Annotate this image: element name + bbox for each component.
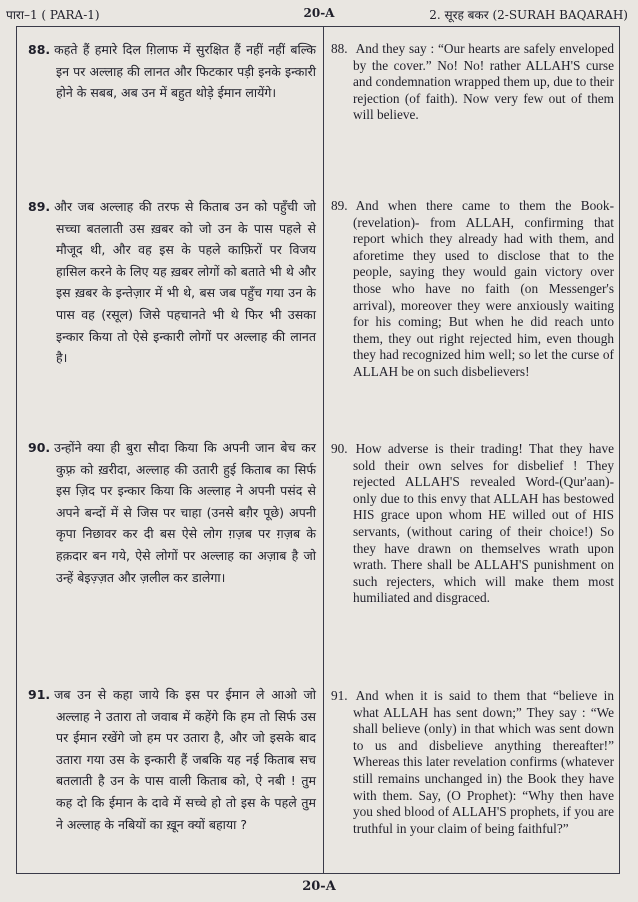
page-number-top: 20-A [303, 6, 335, 20]
surah-label: 2. सूरह बकर (2-SURAH BAQARAH) [429, 8, 628, 22]
verse-text: And when there came to them the Book-(revelation)- from ALLAH, confirming that report which they already had with them, and aforetime they used to disclose that to the people, saying they would gain victory over those who have no faith (on Messenger's arrival), moreover they were anxiously waiting for his coming; But when he did reach unto them, they out right rejected him, even though they had recognized him well; so let the curse of ALLAH be on such disbelievers! [353, 198, 614, 379]
verse-90-hindi [28, 437, 316, 588]
verse-88-hindi [28, 39, 316, 104]
verse-number: 89. [28, 199, 51, 214]
verse-number: 89. [331, 198, 348, 213]
para-label: पारा–1 ( PARA-1) [6, 8, 100, 22]
column-divider [323, 26, 324, 874]
verse-text: जब उन से कहा जाये कि इस पर ईमान ले आओ जो अल्लाह ने उतारा तो जवाब में कहेंगे कि हम तो सिर्फ उस पर ईमान रखेंगे जो हम पर उतारा है, और जो इसके बाद उतारा गया उस के इन्कारी हैं जबकि यह नई किताब सच बतलाती है उन के पास वाली किताब को, ऐ नबी ! तुम कह दो कि ईमान के दावे में सच्चे हो तो इस के पहले तुम ने अल्लाह के नबियों का ख़ून क्यों बहाया ? [54, 687, 316, 832]
verse-89-hindi [28, 196, 316, 369]
verse-number: 88. [28, 42, 51, 57]
verse-90-english [331, 441, 614, 607]
verse-number: 91. [28, 687, 51, 702]
verse-number: 88. [331, 41, 348, 56]
verse-number: 91. [331, 688, 348, 703]
verse-88-english [331, 41, 614, 124]
verse-number: 90. [28, 440, 51, 455]
verse-text: और जब अल्लाह की तरफ से किताब उन को पहुँची जो सच्चा बतलाती उस ख़बर को जो उन के पास पहले से मौजूद थी, और वह इस के पहले काफ़िरों पर विजय हासिल करने के लिए यह ख़बर लोगों को बताते भी थे और इस ख़बर के इन्तेज़ार में भी थे, बस जब पहुँच गया उन के पास वह (रसूल) जिसे पहचानते भी थे फिर भी उसका इन्कार किया तो ऐसे इन्कारी लोगों पर अल्लाह की लानत है। [54, 199, 316, 366]
verse-text: How adverse is their trading! That they have sold their own selves for disbelief ! They rejected ALLAH'S revealed Word-(Qur'aan)-only due to this envy that ALLAH has bestowed HIS grace upon whom HE willed out of HIS servants, (without caring of their choice!) So they have drawn on themselves wrath upon wrath. There shall be ALLAH'S punishment on such rejecters, which will make them most humiliated and disgraced. [353, 441, 614, 606]
verse-text: कहते हैं हमारे दिल ग़िलाफ में सुरक्षित हैं नहीं नहीं बल्कि इन पर अल्लाह की लानत और फिटकार पड़ी इनके इन्कारी होने के सबब, अब उन में बहुत थोड़े ईमान लायेंगे। [54, 42, 316, 101]
verse-91-english [331, 688, 614, 837]
verse-text: And when it is said to them that “believe in what ALLAH has sent down;” They say : “We shall believe (only) in that which was sent down to us and disbelieve anything thereafter!” Whereas this later revelation confirms (whatever still remains unchanged in) the Book they have with them. Say, (O Prophet): “Why then have you shed blood of ALLAH'S prophets, if you are truthful in your claim of being faithful?” [353, 688, 614, 836]
verse-91-hindi [28, 684, 316, 835]
page-number-bottom: 20-A [302, 879, 336, 894]
verse-text: उन्होंने क्या ही बुरा सौदा किया कि अपनी जान बेच कर कुफ़्र को ख़रीदा, अल्लाह की उतारी हुई किताब का सिर्फ इस ज़िद पर इन्कार किया कि अल्लाह ने अपनी पसंद से अपने बन्दों में से जिस पर चाहा (उनसे बग़ैर पूछे) अपनी कृपा निछावर कर दी बस ऐसे लोग ग़ज़ब पर ग़ज़ब के हक़दार बन गये, ऐसे लोगों पर अल्लाह का अज़ाब है जो उन्हें बेइज़्ज़त और ज़लील कर डालेगा। [54, 440, 316, 585]
verse-89-english [331, 198, 614, 381]
verse-number: 90. [331, 441, 348, 456]
verse-text: And they say : “Our hearts are safely enveloped by the cover.” No! No! rather ALLAH'S curse and condemnation wrapped them up, due to their rejection (of faith). Now very few out of them will believe. [353, 41, 614, 123]
page-header [0, 0, 638, 26]
